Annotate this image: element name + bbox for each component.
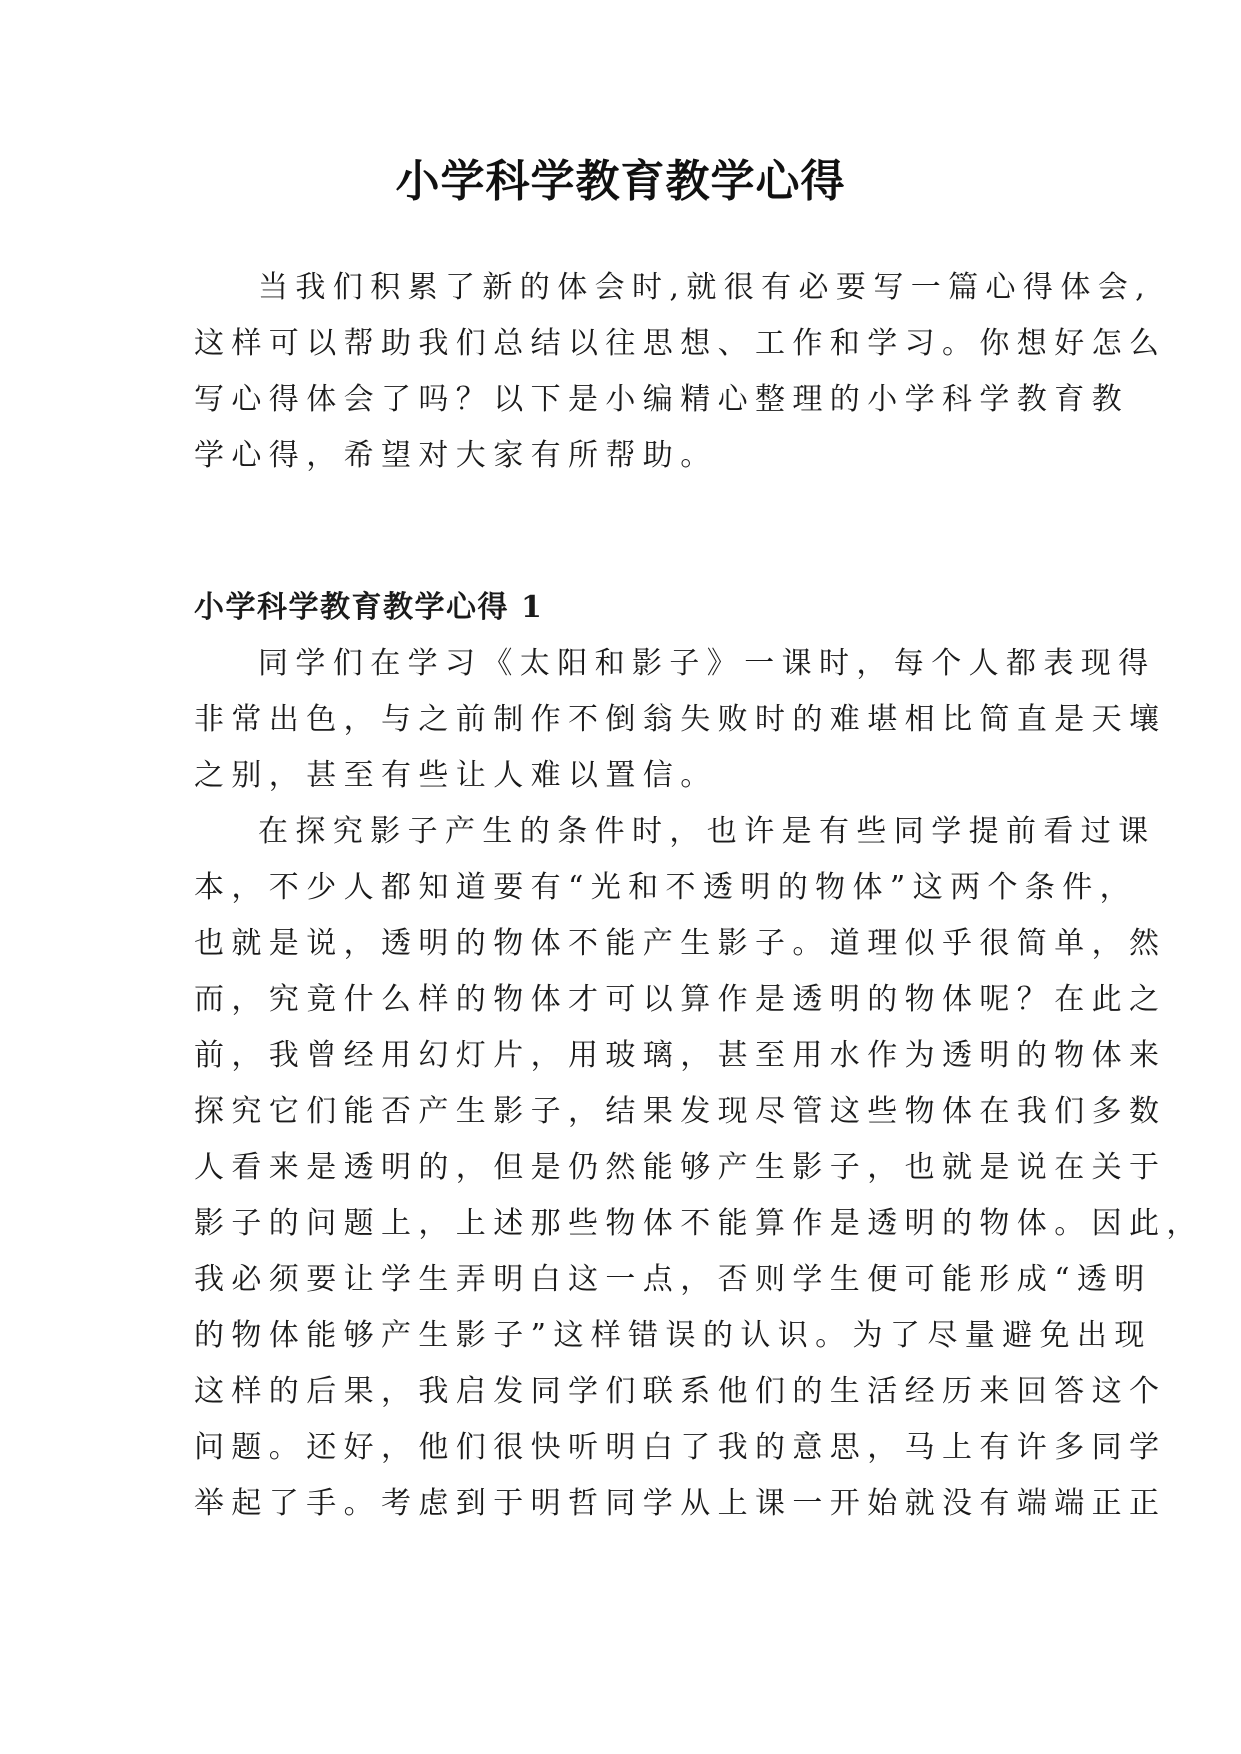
section-heading: 小学科学教育教学心得 1 (194, 590, 544, 625)
paragraph-line: 而，究竟什么样的物体才可以算作是透明的物体呢？在此之 (194, 982, 1167, 1017)
intro-line: 写心得体会了吗？以下是小编精心整理的小学科学教育教 (194, 382, 1129, 417)
paragraph-line: 这样的后果，我启发同学们联系他们的生活经历来回答这个 (194, 1374, 1167, 1409)
paragraph-line: 我必须要让学生弄明白这一点，否则学生便可能形成“透明 (194, 1262, 1152, 1297)
intro-line: 当我们积累了新的体会时,就很有必要写一篇心得体会, (258, 270, 1153, 305)
paragraph-line: 也就是说，透明的物体不能产生影子。道理似乎很简单，然 (194, 926, 1167, 961)
intro-line: 学心得，希望对大家有所帮助。 (194, 438, 718, 473)
paragraph-line: 问题。还好，他们很快听明白了我的意思，马上有许多同学 (194, 1430, 1167, 1465)
paragraph-line: 本，不少人都知道要有“光和不透明的物体”这两个条件， (194, 870, 1138, 905)
paragraph-line: 影子的问题上，上述那些物体不能算作是透明的物体。因此， (194, 1206, 1204, 1241)
paragraph-line: 前，我曾经用幻灯片，用玻璃，甚至用水作为透明的物体来 (194, 1038, 1167, 1073)
paragraph-line: 的物体能够产生影子”这样错误的认识。为了尽量避免出现 (194, 1318, 1152, 1353)
paragraph-line: 在探究影子产生的条件时，也许是有些同学提前看过课 (258, 814, 1156, 849)
paragraph-line: 举起了手。考虑到于明哲同学从上课一开始就没有端端正正 (194, 1486, 1167, 1521)
paragraph-line: 非常出色，与之前制作不倒翁失败时的难堪相比简直是天壤 (194, 702, 1167, 737)
document-title: 小学科学教育教学心得 (395, 156, 846, 207)
paragraph-line: 同学们在学习《太阳和影子》一课时，每个人都表现得 (258, 646, 1156, 681)
intro-line: 这样可以帮助我们总结以往思想、工作和学习。你想好怎么 (194, 326, 1167, 361)
paragraph-line: 探究它们能否产生影子，结果发现尽管这些物体在我们多数 (194, 1094, 1167, 1129)
paragraph-line: 人看来是透明的，但是仍然能够产生影子，也就是说在关于 (194, 1150, 1167, 1185)
paragraph-line: 之别，甚至有些让人难以置信。 (194, 758, 718, 793)
